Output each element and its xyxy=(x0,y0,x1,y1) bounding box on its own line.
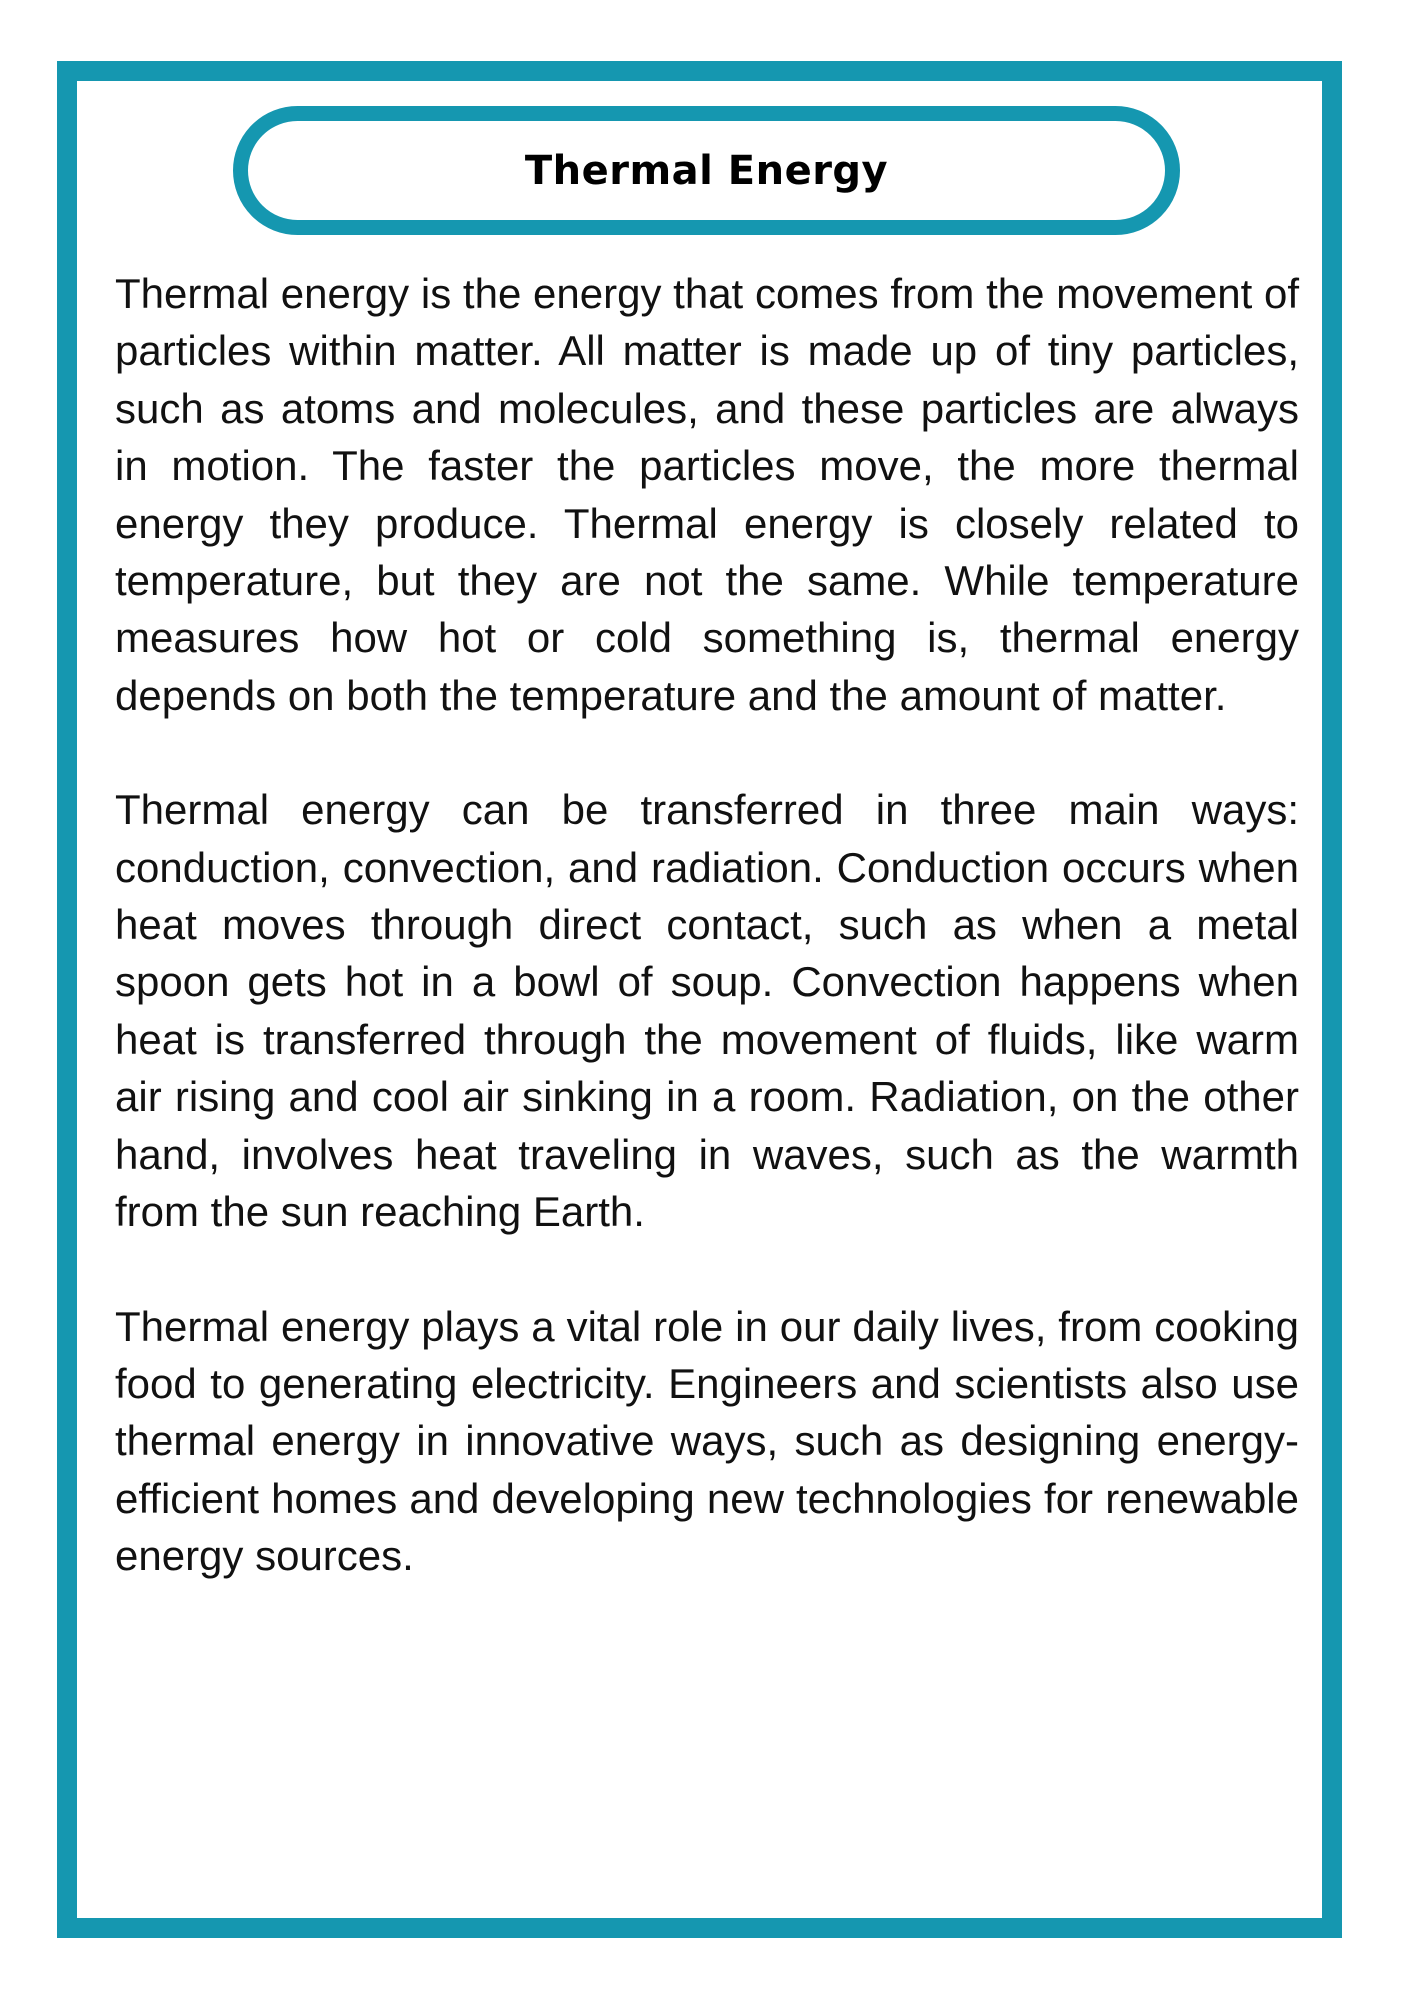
body-text xyxy=(115,265,1299,1585)
title-banner xyxy=(233,106,1180,235)
page-title: Thermal Energy xyxy=(524,147,889,194)
paragraph-2: Thermal energy can be transferred in three main ways: conduction, convection, and radiation. Conduction occurs when heat moves through direct contact, such as when a metal spoon gets hot in a bowl of soup. Convection happens when heat is transferred through the movement of fluids, like warm air rising and cool air sinking in a room. Radiation, on the other hand, involves heat traveling in waves, such as the warmth from the sun reaching Earth. xyxy=(115,786,1299,1236)
paragraph-1: Thermal energy is the energy that comes from the movement of particles within matter. All matter is made up of tiny particles, such as atoms and molecules, and these particles are always in motion. The faster the particles move, the more thermal energy they produce. Thermal energy is closely related to temperature, but they are not the same. While temperature measures how hot or cold something is, thermal energy depends on both the temperature and the amount of matter. xyxy=(115,270,1299,719)
paragraph-3: Thermal energy plays a vital role in our daily lives, from cooking food to generating electricity. Engineers and scientists also use thermal energy in innovative ways, such as designing energy-efficient homes and developing new technologies for renewable energy sources. xyxy=(115,1302,1299,1580)
